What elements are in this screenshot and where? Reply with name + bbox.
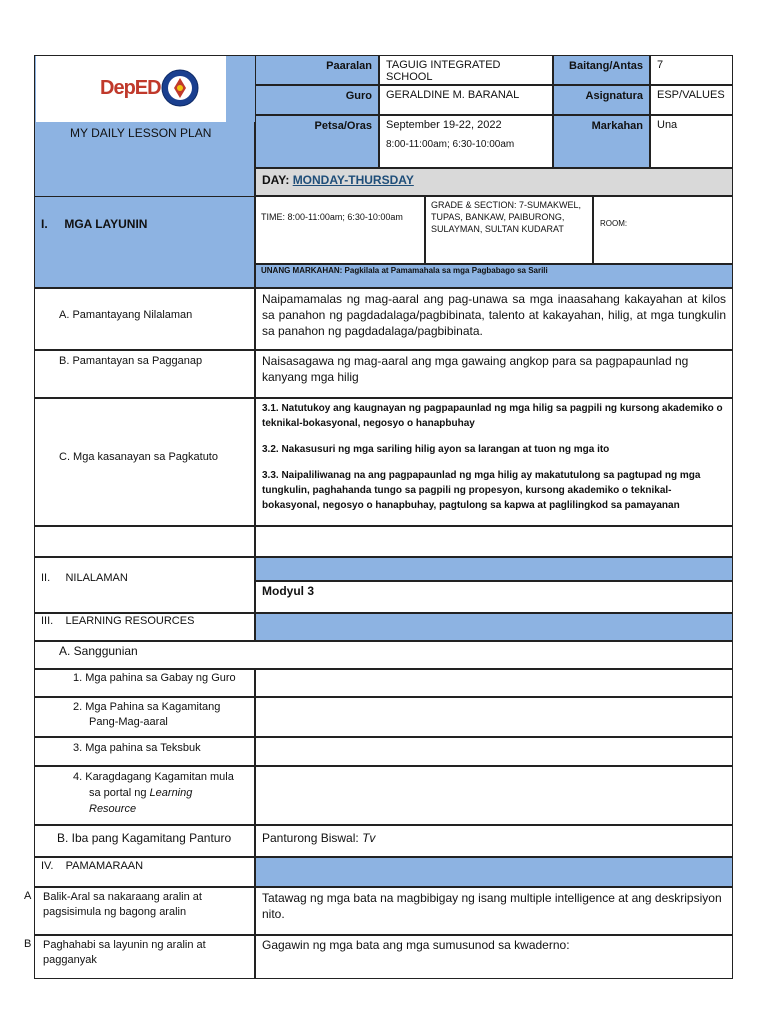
markahan-value: Una — [650, 115, 733, 168]
resource-3-label: 3. Mga pahina sa Teksbuk — [34, 737, 255, 766]
resource-3-value — [255, 737, 733, 766]
time-text: TIME: 8:00-11:00am; 6:30-10:00am — [261, 212, 403, 222]
grade-section-cell — [425, 196, 593, 264]
guro-value: GERALDINE M. BARANAL — [379, 85, 553, 115]
quarter-row — [255, 264, 733, 288]
resource-2-line1: 2. Mga Pahina sa Kagamitang — [73, 701, 221, 713]
resource-4-label — [34, 766, 255, 825]
asignatura-value: ESP/VALUES — [650, 85, 733, 115]
row-a-label: A. Pamantayang Nilalaman — [34, 288, 255, 350]
sanggunian-label: A. Sanggunian — [59, 644, 138, 658]
resource-4-value — [255, 766, 733, 825]
row-c-label: C. Mga kasanayan sa Pagkatuto — [34, 398, 255, 526]
time-cell — [255, 196, 425, 264]
baitang-value: 7 — [650, 55, 733, 85]
blank-label-cell — [34, 526, 255, 557]
competency-3-1: 3.1. Natutukoy ang kaugnayan ng pagpapaunlad ng mga hilig sa pagpili ng kursong akademiko o teknikal-bokasyonal, negosyo o hanapbuhay — [262, 403, 723, 429]
quarter-text: UNANG MARKAHAN: Pagkilala at Pamamahala sa mga Pagbabago sa Sarili — [261, 266, 548, 275]
layunin-title: I. MGA LAYUNIN — [41, 217, 148, 231]
resources-title: III. LEARNING RESOURCES — [41, 615, 195, 627]
petsa-date: September 19-22, 2022 — [386, 119, 502, 131]
resource-2-label — [34, 697, 255, 737]
other-materials-value — [255, 825, 733, 857]
competency-3-2: 3.2. Nakasusuri ng mga sariling hilig ayon sa larangan at tuon ng mga ito — [262, 444, 610, 455]
other-materials-prefix: Panturong Biswal: — [262, 831, 359, 845]
pamamaraan-title-cell — [34, 857, 255, 887]
resource-4-line1: 4. Karagdagang Kagamitan mula — [73, 771, 234, 783]
row-b-text: Naisasagawa ng mag-aaral ang mga gawaing angkop para sa pagpapaunlad ng kanyang mga hilig — [255, 350, 733, 398]
pamamaraan-a-text: Tatawag ng mga bata na magbibigay ng isang multiple intelligence at ang deskripsiyon nito. — [255, 887, 733, 935]
paaralan-label: Paaralan — [255, 55, 379, 85]
row-b-label: B. Pamantayan sa Pagganap — [34, 350, 255, 398]
nilalaman-title: II. NILALAMAN — [41, 572, 128, 584]
petsa-time: 8:00-11:00am; 6:30-10:00am — [386, 139, 515, 150]
pamamaraan-b-label: Paghahabi sa layunin ng aralin at pagganyak — [34, 935, 255, 979]
layunin-title-cell — [34, 196, 255, 288]
paaralan-value: TAGUIG INTEGRATED SCHOOL — [379, 55, 553, 85]
deped-logo-text: DepED — [100, 77, 161, 99]
resource-4-line3 — [73, 802, 248, 818]
petsa-value-cell — [379, 115, 553, 168]
grade-section-text: GRADE & SECTION: 7-SUMAKWEL, TUPAS, BANKAW, PAIBURONG, SULAYMAN, SULTAN KUDARAT — [431, 200, 582, 235]
resource-4-resource: Resource — [89, 802, 137, 815]
resource-2-value — [255, 697, 733, 737]
pamamaraan-b-text: Gagawin ng mga bata ang mga sumusunod sa kwaderno: — [255, 935, 733, 979]
pamamaraan-blue-bar — [255, 857, 733, 887]
day-row — [255, 168, 733, 196]
plan-title: MY DAILY LESSON PLAN — [70, 126, 212, 140]
deped-logo-box — [36, 56, 269, 122]
guro-label: Guro — [255, 85, 379, 115]
blank-value-cell — [255, 526, 733, 557]
row-a-text: Naipamamalas ng mag-aaral ang pag-unawa sa mga inaasahang kakayahan at kilos sa panahon ng pagdadalaga/pagbibinata, talento at kakayahan, hilig, at mga tungkulin sa panahon ng pagdadalaga/pagbibinata. — [255, 288, 733, 350]
nilalaman-value: Modyul 3 — [255, 581, 733, 613]
pamamaraan-a-label: Balik-Aral sa nakaraang aralin at pagsisimula ng bagong aralin — [34, 887, 255, 935]
pamamaraan-title: IV. PAMAMARAAN — [41, 860, 144, 872]
sanggunian-row — [34, 641, 733, 669]
deped-seal-icon — [160, 68, 200, 108]
room-text: ROOM: — [600, 219, 628, 228]
room-cell — [593, 196, 733, 264]
resource-1-value — [255, 669, 733, 697]
asignatura-label: Asignatura — [553, 85, 650, 115]
day-label: DAY: — [262, 173, 290, 187]
nilalaman-blue-bar — [255, 557, 733, 581]
baitang-label: Baitang/Antas — [553, 55, 650, 85]
row-c-content — [255, 398, 733, 526]
resource-4-learning: Learning — [149, 786, 193, 799]
day-value: MONDAY-THURSDAY — [292, 173, 414, 187]
resources-blue-bar — [255, 613, 733, 641]
resource-4-line2-text: sa portal ng — [89, 786, 147, 799]
other-materials-tv: Tv — [362, 831, 376, 845]
nilalaman-title-cell — [34, 557, 255, 613]
resource-4-line2 — [73, 786, 248, 802]
petsa-label: Petsa/Oras — [255, 115, 379, 168]
resources-title-cell — [34, 613, 255, 641]
resource-1-label: 1. Mga pahina sa Gabay ng Guro — [34, 669, 255, 697]
resource-2-line2: Pang-Mag-aaral — [89, 715, 168, 728]
markahan-label: Markahan — [553, 115, 650, 168]
pamamaraan-b-letter: B — [24, 938, 32, 950]
pamamaraan-a-letter: A — [24, 890, 32, 902]
competency-3-3: 3.3. Naipaliliwanag na ang pagpapaunlad ng mga hilig ay makatutulong sa pagtupad ng mga tungkulin, paghahanda tungo sa pagpili ng propesyon, kursong akademiko o teknikal-bokasyonal, negosyo o hanapbuhay, pagtulong sa kapwa at paglilingkod sa pamayanan — [262, 470, 701, 511]
other-materials-label: B. Iba pang Kagamitang Panturo — [34, 825, 255, 857]
